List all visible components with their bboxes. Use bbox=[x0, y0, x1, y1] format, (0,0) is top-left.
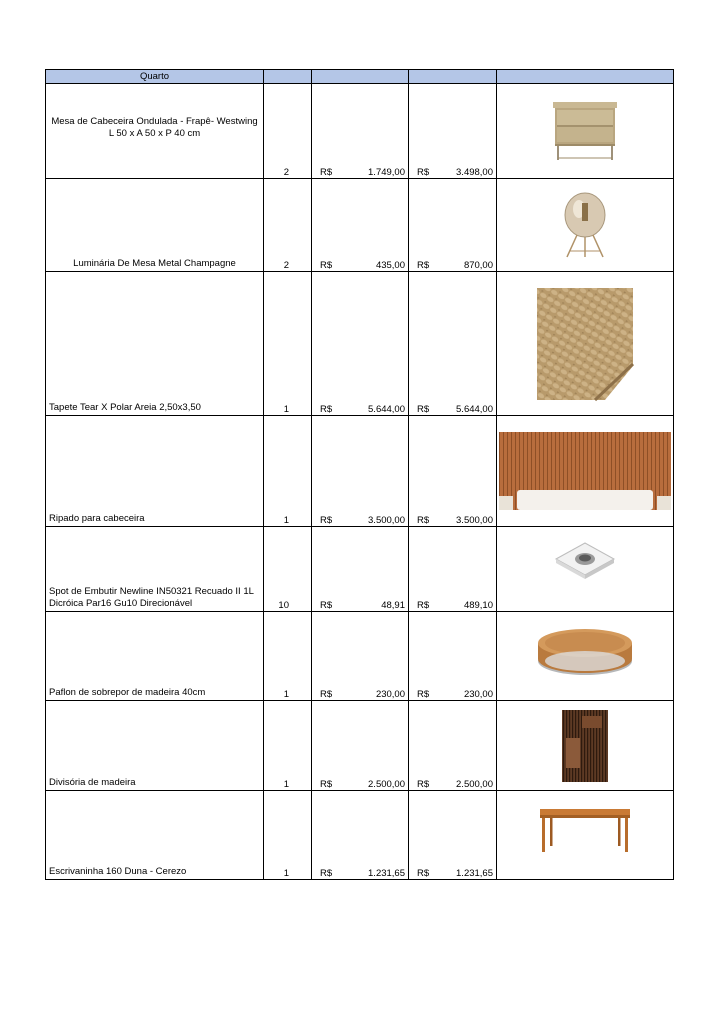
item-unit-price bbox=[312, 527, 409, 612]
currency-label: R$ bbox=[320, 260, 333, 271]
item-description: Escrivaninha 160 Duna - Cerezo bbox=[46, 791, 264, 880]
unit-price-value: 230,00 bbox=[375, 689, 405, 700]
item-qty: 10 bbox=[264, 527, 312, 612]
item-total bbox=[409, 272, 497, 416]
unit-price-value: 48,91 bbox=[381, 600, 405, 611]
desk-image bbox=[497, 791, 674, 880]
total-value: 489,10 bbox=[463, 600, 493, 611]
currency-label: R$ bbox=[417, 404, 430, 415]
currency-label: R$ bbox=[417, 515, 430, 526]
ceiling-light-image bbox=[497, 612, 674, 701]
item-total bbox=[409, 612, 497, 701]
unit-price-value: 5.644,00 bbox=[368, 404, 405, 415]
currency-label: R$ bbox=[320, 404, 333, 415]
wood-partition-image bbox=[497, 701, 674, 791]
table-row bbox=[46, 791, 674, 880]
item-total bbox=[409, 791, 497, 880]
item-total bbox=[409, 527, 497, 612]
item-unit-price bbox=[312, 179, 409, 272]
item-description: Ripado para cabeceira bbox=[46, 416, 264, 527]
unit-price-value: 3.500,00 bbox=[368, 515, 405, 526]
item-description bbox=[46, 84, 264, 179]
item-qty: 2 bbox=[264, 179, 312, 272]
currency-label: R$ bbox=[320, 600, 333, 611]
unit-price-value: 1.749,00 bbox=[368, 167, 405, 178]
total-value: 1.231,65 bbox=[456, 868, 493, 879]
currency-label: R$ bbox=[417, 779, 430, 790]
header-cell-unit bbox=[312, 70, 409, 84]
budget-table bbox=[45, 69, 674, 880]
currency-label: R$ bbox=[320, 167, 333, 178]
item-description: Tapete Tear X Polar Areia 2,50x3,50 bbox=[46, 272, 264, 416]
currency-label: R$ bbox=[417, 600, 430, 611]
table-row bbox=[46, 416, 674, 527]
item-qty: 2 bbox=[264, 84, 312, 179]
item-description-line1: Mesa de Cabeceira Ondulada - Frapê- Westwing bbox=[51, 116, 258, 127]
header-cell-image bbox=[497, 70, 674, 84]
header-cell-total bbox=[409, 70, 497, 84]
item-description: Divisória de madeira bbox=[46, 701, 264, 791]
currency-label: R$ bbox=[320, 868, 333, 879]
table-row bbox=[46, 84, 674, 179]
currency-label: R$ bbox=[417, 167, 430, 178]
total-value: 3.500,00 bbox=[456, 515, 493, 526]
table-header-row bbox=[46, 70, 674, 84]
item-qty: 1 bbox=[264, 416, 312, 527]
table-lamp-image bbox=[497, 179, 674, 272]
currency-label: R$ bbox=[320, 689, 333, 700]
currency-label: R$ bbox=[417, 868, 430, 879]
item-unit-price bbox=[312, 612, 409, 701]
item-description: Luminária De Mesa Metal Champagne bbox=[46, 179, 264, 272]
item-description: Spot de Embutir Newline IN50321 Recuado II 1L Dicróica Par16 Gu10 Direcionável bbox=[46, 527, 264, 612]
item-unit-price bbox=[312, 84, 409, 179]
section-title: Quarto bbox=[46, 70, 264, 84]
total-value: 870,00 bbox=[463, 260, 493, 271]
table-row bbox=[46, 527, 674, 612]
currency-label: R$ bbox=[320, 515, 333, 526]
rug-image bbox=[497, 272, 674, 416]
recessed-spot-image bbox=[497, 527, 674, 612]
item-qty: 1 bbox=[264, 612, 312, 701]
total-value: 2.500,00 bbox=[456, 779, 493, 790]
item-total bbox=[409, 416, 497, 527]
total-value: 3.498,00 bbox=[456, 167, 493, 178]
unit-price-value: 1.231,65 bbox=[368, 868, 405, 879]
header-cell-qty bbox=[264, 70, 312, 84]
currency-label: R$ bbox=[417, 260, 430, 271]
table-row bbox=[46, 272, 674, 416]
item-unit-price bbox=[312, 272, 409, 416]
total-value: 230,00 bbox=[463, 689, 493, 700]
item-qty: 1 bbox=[264, 791, 312, 880]
item-total bbox=[409, 701, 497, 791]
table-row bbox=[46, 612, 674, 701]
item-total bbox=[409, 84, 497, 179]
item-qty: 1 bbox=[264, 701, 312, 791]
item-unit-price bbox=[312, 701, 409, 791]
currency-label: R$ bbox=[417, 689, 430, 700]
total-value: 5.644,00 bbox=[456, 404, 493, 415]
nightstand-image bbox=[497, 84, 674, 179]
table-row bbox=[46, 701, 674, 791]
item-unit-price bbox=[312, 416, 409, 527]
table-row bbox=[46, 179, 674, 272]
item-description-line2: L 50 x A 50 x P 40 cm bbox=[108, 128, 201, 139]
unit-price-value: 2.500,00 bbox=[368, 779, 405, 790]
item-total bbox=[409, 179, 497, 272]
item-unit-price bbox=[312, 791, 409, 880]
currency-label: R$ bbox=[320, 779, 333, 790]
item-qty: 1 bbox=[264, 272, 312, 416]
unit-price-value: 435,00 bbox=[375, 260, 405, 271]
item-description: Paflon de sobrepor de madeira 40cm bbox=[46, 612, 264, 701]
wood-slat-headboard-image bbox=[497, 416, 674, 527]
